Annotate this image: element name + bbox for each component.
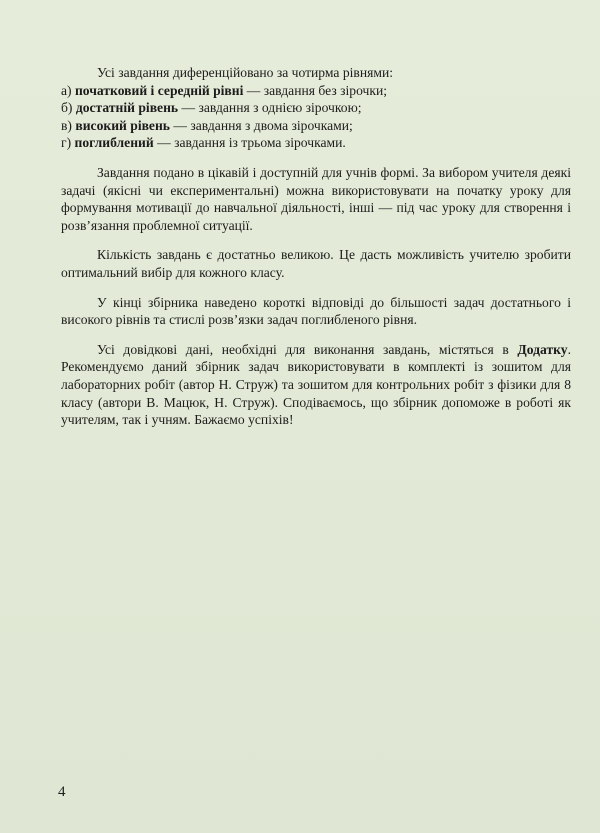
page-number: 4 xyxy=(58,784,66,800)
paragraph-tasks-form: Завдання подано в цікавій і доступній для учнів формі. За вибором учителя деякі задачі (якісні чи експериментальні) можна використовувати на початку уроку для формування мотивації до навчальної діяльності, інші — під час уроку для створення і розв’язання проблемної ситуації. xyxy=(61,164,571,233)
reference-text-end: . Рекомендуємо даний збірник задач використовувати в комплекті із зошитом для лабораторних робіт (автор Н. Струж) та зошитом для контрольних робіт з фізики для 8 класу (автори В. Мацюк, Н. Струж). Сподіваємось, що збірник допоможе в роботі як учителям, так і учням. Бажаємо успіхів! xyxy=(61,341,571,428)
level-name: поглиблений xyxy=(74,135,154,151)
reference-text-start: Усі довідкові дані, необхідні для виконання завдань, містяться в xyxy=(97,341,518,357)
level-item-c xyxy=(61,117,571,135)
level-desc: — завдання без зірочки; xyxy=(243,82,388,98)
appendix-reference: Додатку xyxy=(517,341,568,357)
level-name: достатній рівень xyxy=(75,100,179,116)
level-item-d xyxy=(61,134,571,152)
paragraph-reference xyxy=(61,341,571,429)
levels-intro: Усі завдання диференційовано за чотирма рівнями: xyxy=(97,65,394,80)
level-desc: — завдання із трьома зірочками. xyxy=(153,135,346,151)
level-prefix: б) xyxy=(61,100,76,116)
level-prefix: в) xyxy=(61,117,76,133)
level-name: початковий і середній рівні xyxy=(74,82,244,98)
level-item-b xyxy=(61,99,571,117)
level-desc: — завдання з двома зірочками; xyxy=(170,117,353,133)
level-item-a xyxy=(61,82,571,100)
page-content xyxy=(61,64,571,441)
paragraph-answers: У кінці збірника наведено короткі відповіді до більшості задач достатнього і високого рівнів та стислі розв’язки задач поглибленого рівня. xyxy=(61,294,571,328)
level-prefix: г) xyxy=(61,135,75,151)
level-desc: — завдання з однією зірочкою; xyxy=(178,100,362,116)
level-prefix: а) xyxy=(61,82,75,98)
level-name: високий рівень xyxy=(75,117,170,133)
paragraph-tasks-count: Кількість завдань є достатньо великою. Це дасть можливість учителю зробити оптимальний вибір для кожного класу. xyxy=(61,247,571,280)
levels-list xyxy=(61,64,571,152)
